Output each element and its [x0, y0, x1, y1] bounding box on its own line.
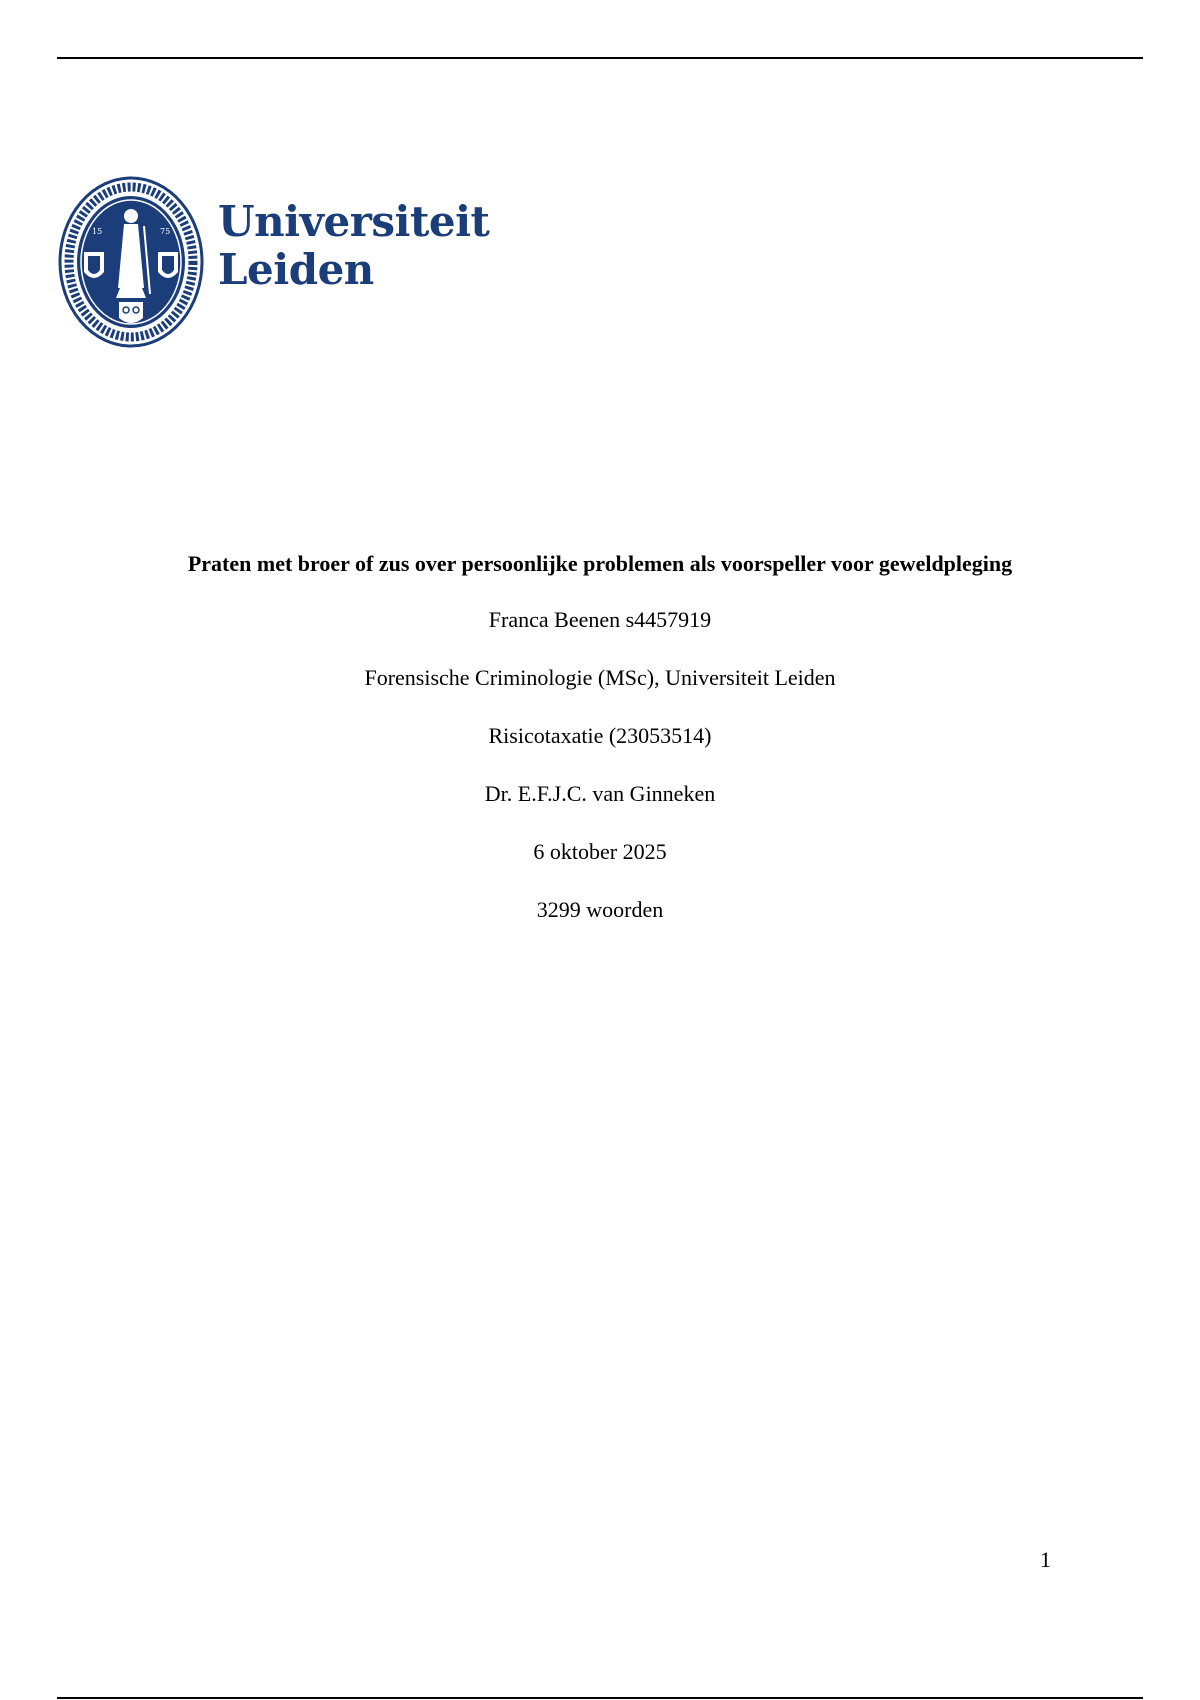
bottom-rule [57, 1697, 1143, 1699]
cover-block [57, 548, 1143, 926]
top-rule [57, 57, 1143, 59]
word-count-line: 3299 woorden [536, 897, 664, 922]
supervisor-line: Dr. E.F.J.C. van Ginneken [484, 781, 716, 806]
logo-wordmark-line2: Leiden [218, 245, 374, 294]
page-number: 1 [1040, 1547, 1051, 1572]
author-line: Franca Beenen s4457919 [488, 607, 712, 632]
svg-text:15: 15 [92, 227, 103, 236]
program-line: Forensische Criminologie (MSc), Universiteit Leiden [364, 665, 836, 690]
svg-text:75: 75 [160, 227, 171, 236]
course-line: Risicotaxatie (23053514) [488, 723, 712, 748]
date-line: 6 oktober 2025 [533, 839, 667, 864]
logo-wordmark-line1: Universiteit [218, 197, 490, 246]
university-logo [58, 176, 490, 348]
document-title: Praten met broer of zus over persoonlijke problemen als voorspeller voor geweldpleging [187, 551, 1013, 576]
leiden-university-seal-icon [58, 176, 204, 348]
